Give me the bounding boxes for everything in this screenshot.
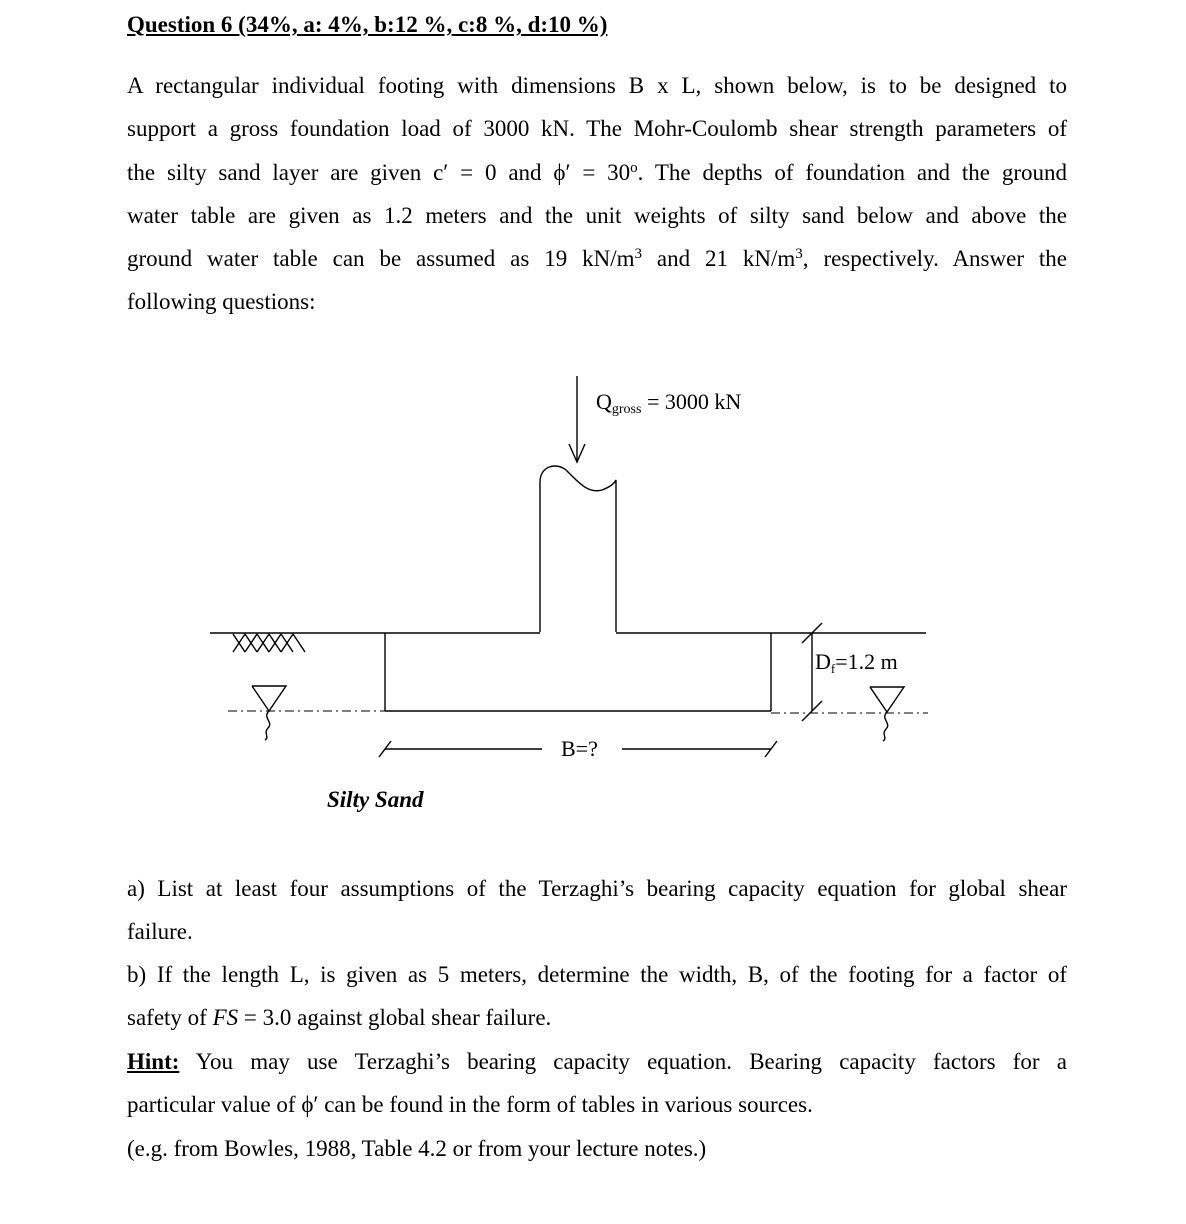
statement-line-6: following questions: bbox=[127, 289, 316, 315]
fs-variable: FS bbox=[212, 1005, 239, 1031]
statement-line-3-after: . The depths of foundation and the ground bbox=[637, 159, 1067, 185]
width-label: B=? bbox=[561, 736, 598, 761]
part-a-line-1: a) List at least four assumptions of the Terzaghi’s bearing capacity equation for global shear bbox=[127, 876, 1067, 901]
part-b-line-2-post: = 3.0 against global shear failure. bbox=[238, 1005, 552, 1031]
hint-label: Hint: bbox=[127, 1049, 180, 1074]
hint-line-1 bbox=[127, 1040, 1067, 1083]
load-label bbox=[596, 389, 741, 418]
question-heading: Question 6 (34%, a: 4%, b:12 %, c:8 %, d:10 %) bbox=[127, 12, 608, 37]
degree-superscript: o bbox=[630, 159, 638, 176]
unit-exponent-2: 3 bbox=[795, 246, 803, 263]
statement-line-5-part1: ground water table can be assumed as 19 kN/m bbox=[127, 246, 635, 272]
example-line: (e.g. from Bowles, 1988, Table 4.2 or from your lecture notes.) bbox=[127, 1136, 707, 1161]
unit-exponent-1: 3 bbox=[634, 246, 642, 263]
depth-label-subscript: f bbox=[830, 661, 836, 676]
depth-label bbox=[815, 649, 898, 677]
hint-block bbox=[127, 1040, 1067, 1127]
part-b-line-2 bbox=[127, 996, 1067, 1039]
depth-label-symbol: D bbox=[815, 649, 831, 674]
hint-text-1: You may use Terzaghi’s bearing capacity equation. Bearing capacity factors for a bbox=[179, 1049, 1067, 1074]
part-b-line-2-pre: safety of bbox=[127, 1005, 213, 1031]
load-label-subscript: gross bbox=[611, 402, 642, 417]
column-outline bbox=[540, 466, 616, 632]
soil-label: Silty Sand bbox=[327, 787, 424, 812]
part-a bbox=[127, 867, 1067, 954]
load-label-value: = 3000 kN bbox=[641, 389, 742, 414]
part-b-line-1: b) If the length L, is given as 5 meters, determine the width, B, of the footing for a factor of bbox=[127, 962, 1067, 987]
water-table-icon-right bbox=[870, 687, 904, 741]
ground-hatch-icon bbox=[233, 634, 305, 652]
statement-line-1: A rectangular individual footing with dimensions B x L, shown below, is to be designed to bbox=[127, 73, 1067, 98]
statement-line-3-before: the silty sand layer are given c′ = 0 and ϕ′ = 30 bbox=[127, 159, 631, 185]
water-table-icon-left bbox=[252, 686, 286, 740]
depth-label-value: =1.2 m bbox=[835, 649, 898, 674]
statement-line-2: support a gross foundation load of 3000 kN. The Mohr-Coulomb shear strength parameters of bbox=[127, 116, 1067, 142]
statement-line-5-part2: and 21 kN/m bbox=[642, 246, 796, 272]
part-a-line-2: failure. bbox=[127, 919, 193, 945]
statement-line-4: water table are given as 1.2 meters and the unit weights of silty sand below and above the bbox=[127, 202, 1067, 228]
load-label-symbol: Q bbox=[596, 389, 612, 414]
part-b bbox=[127, 953, 1067, 1040]
statement-line-5-part3: , respectively. Answer the bbox=[802, 246, 1067, 272]
example-reference bbox=[127, 1127, 1067, 1170]
hint-line-2: particular value of ϕ′ can be found in the form of tables in various sources. bbox=[127, 1092, 813, 1118]
